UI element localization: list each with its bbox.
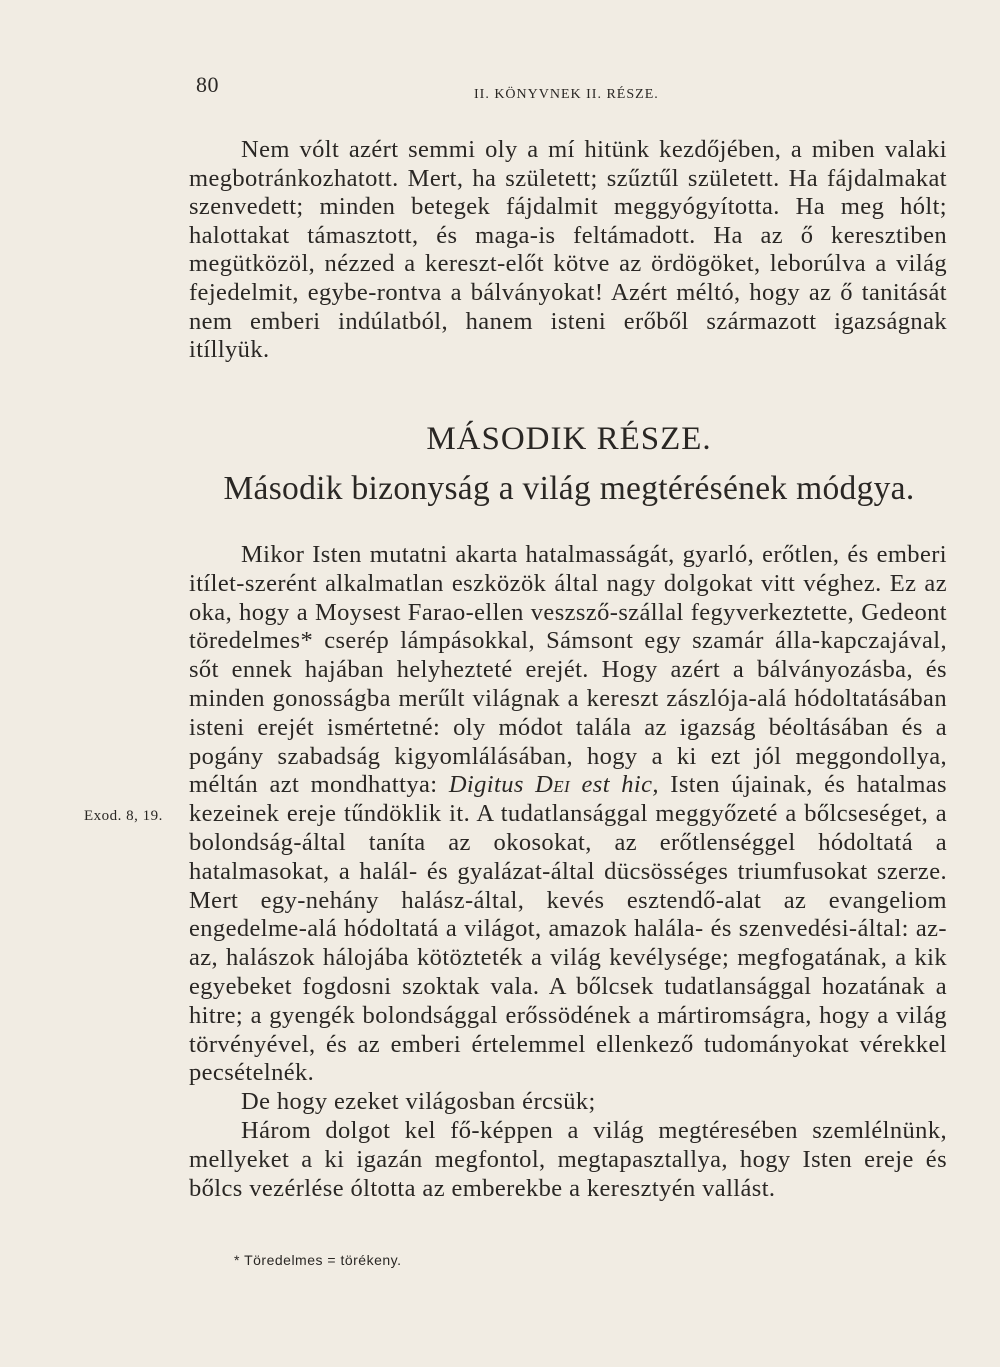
latin-quote-dei: Dei — [535, 771, 571, 799]
latin-quote-a: Digitus — [448, 771, 536, 799]
paragraph-2-part-b: Isten újainak, és hatalmas kezeinek ereje tűndöklik it. A tudatlansággal meggyőzeté a bőlcseséget, a bolondság-által taníta az okosokat, az erőtlenséggel hódoltatá a hatalmasokat, a halál- és gyalázat-által dücsösséges triumfusokat szerze. Mert egy-nehány halász-által, kevés esztendő-alat az evangeliom engedelme-alá hódoltatá a világot, amazok halála- és szenvedési-által: az-az, halászok hálojába kötözteték a világ kevélysége; megfogatának, a kik egyebeket fogdosni szoktak vala. A bőlcsek tudatlansággal hozatának a hitre; a gyengék bolondsággal erőssödének a mártiromságra, hogy a világ törvényével, és az emberi értelemmel ellenkező tudományokat vérekkel pecsételnék. — [189, 771, 947, 1087]
paragraph-block-1 — [189, 136, 947, 365]
paragraph-4: Három dolgot kel fő-képpen a világ megtéresében szemlélnünk, mellyeket a ki igazán megfontol, megtapasztallya, hogy Isten ereje és bőlcs vezérlése óltotta az emberekbe a keresztyén vallást. — [189, 1116, 947, 1202]
paragraph-2 — [189, 541, 947, 1088]
paragraph-block-2 — [189, 541, 947, 1203]
section-subtitle: Második bizonyság a világ megtérésének módgya. — [223, 470, 915, 507]
paragraph-3: De hogy ezeket világosban ércsük; — [241, 1088, 596, 1116]
running-head: II. KÖNYVNEK II. RÉSZE. — [474, 87, 659, 102]
latin-quote-b: est hic, — [570, 771, 659, 799]
paragraph-1: Nem vólt azért semmi oly a mí hitünk kezdőjében, a miben valaki megbotránkozhatott. Mert, ha született; szűztűl született. Ha fájdalmakat szenvedett; minden betegek fájdalmit meggyógyította. Ha meg hólt; halottakat támasztott, és maga-is feltámadott. Ha az ő keresztiben megütközöl, nézzed a kereszt-előt kötve az ördögöket, leborúlva a világ fejedelmit, egybe-rontva a bálványokat! Azért méltó, hogy az ő tanitását nem emberi indúlatból, hanem isteni erőből származott igazságnak itíllyük. — [189, 136, 947, 364]
page-number: 80 — [196, 72, 219, 97]
footnote: * Töredelmes = törékeny. — [234, 1252, 402, 1268]
margin-note: Exod. 8, 19. — [84, 808, 163, 824]
paragraph-2-part-a: Mikor Isten mutatni akarta hatalmasságát, gyarló, erőtlen, és emberi itílet-szerént alkalmatlan eszközök által nagy dolgokat vitt véghez. Ez az oka, hogy a Moysest Farao-ellen veszsző-szállal fegyverkeztette, Gedeont töredelmes* cserép lámpásokkal, Sámsont egy szamár álla-kapczajával, sőt ennek hajában helyhezteté erejét. Hogy azért a bálványozásba, és minden gonosságba merűlt világnak a kereszt zászlója-alá hódoltatásában isteni erejét ismértetné: oly módot talála az igazság béoltásában és a pogány szabadság kigyomlálásában, hogy a ki ezt jól meggondollya, méltán azt mondhattya: — [189, 541, 947, 799]
section-title: MÁSODIK RÉSZE. — [426, 421, 712, 457]
